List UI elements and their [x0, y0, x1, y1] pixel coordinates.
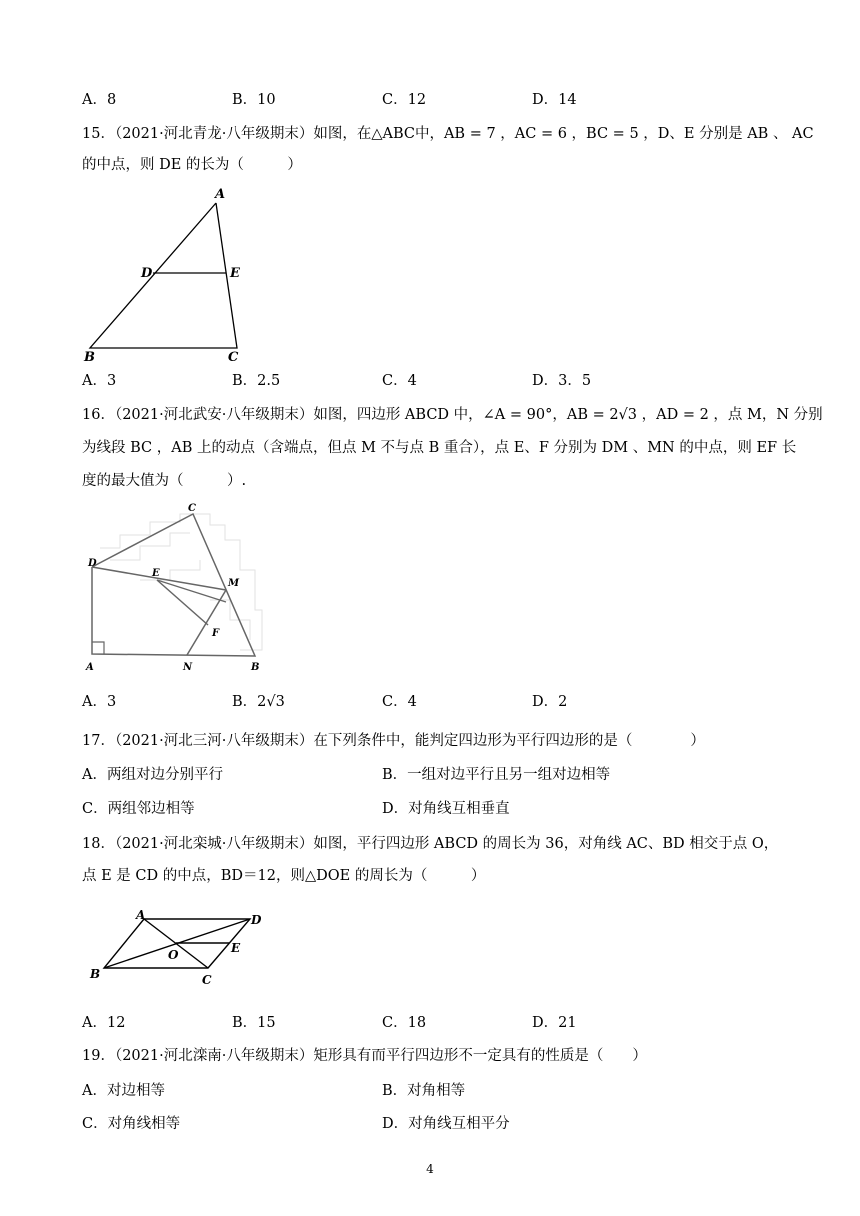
q19-option-c: C．对角线相等 — [82, 1116, 181, 1132]
q19-option-d: D．对角线互相平分 — [382, 1116, 510, 1132]
q18-option-a: A．12 — [82, 1015, 126, 1031]
q14-option-b: B．10 — [232, 92, 276, 108]
q16-label-a: A — [86, 662, 94, 673]
q15-option-a: A．3 — [82, 373, 117, 389]
q15-figure — [80, 185, 260, 369]
q19-option-b: B．对角相等 — [382, 1083, 466, 1099]
q16-stem-line2: 为线段 BC ，AB 上的动点（含端点，但点 M 不与点 B 重合），点 E、F 分别为 DM 、MN 的中点，则 EF 长 — [82, 440, 797, 456]
q15-stem-line2: 的中点，则 DE 的长为（ ） — [82, 157, 302, 173]
q15-label-a: A — [215, 187, 226, 202]
q16-stem-line3: 度的最大值为（ ）. — [82, 473, 247, 489]
q17-option-b: B．一组对边平行且另一组对边相等 — [382, 767, 611, 783]
q16-label-c: C — [188, 503, 196, 514]
q16-label-m: M — [228, 578, 240, 589]
q16-option-c: C．4 — [382, 694, 417, 710]
q19-option-a: A．对边相等 — [82, 1083, 165, 1099]
q15-label-c: C — [228, 350, 239, 365]
q15-option-b: B．2.5 — [232, 373, 281, 389]
q15-label-d: D — [141, 266, 153, 281]
q14-option-c: C．12 — [382, 92, 427, 108]
q18-label-a: A — [136, 908, 146, 922]
q16-stem-line1: 16．（2021·河北武安·八年级期末）如图，四边形 ABCD 中，∠A = 90°，AB = 2√3 ，AD = 2 ，点 M，N 分别 — [82, 407, 823, 423]
q18-label-o: O — [168, 948, 179, 962]
page-number: 4 — [426, 1162, 434, 1176]
q15-option-c: C．4 — [382, 373, 417, 389]
q15-label-b: B — [84, 350, 95, 365]
q18-stem-line2: 点 E 是 CD 的中点，BD＝12，则△DOE 的周长为（ ） — [82, 868, 486, 884]
q18-stem-line1: 18．（2021·河北栾城·八年级期末）如图，平行四边形 ABCD 的周长为 36，对角线 AC、BD 相交于点 O， — [82, 836, 779, 852]
q18-label-d: D — [251, 913, 262, 927]
q16-label-b: B — [251, 662, 260, 673]
q16-option-d: D．2 — [532, 694, 568, 710]
q16-option-a: A．3 — [82, 694, 117, 710]
q15-option-d: D．3．5 — [532, 373, 592, 389]
q17-stem-line1: 17．（2021·河北三河·八年级期末）在下列条件中，能判定四边形为平行四边形的是（ ） — [82, 733, 705, 749]
q16-figure — [80, 500, 280, 682]
q16-label-f: F — [212, 628, 220, 639]
q18-label-e: E — [231, 941, 241, 955]
q15-stem-line1: 15．（2021·河北青龙·八年级期末）如图，在△ABC中，AB = 7 ，AC = 6 ，BC = 5 ，D、E 分别是 AB 、 AC — [82, 126, 814, 142]
q18-option-d: D．21 — [532, 1015, 577, 1031]
q14-option-a: A．8 — [82, 92, 117, 108]
q14-option-d: D．14 — [532, 92, 577, 108]
q18-option-b: B．15 — [232, 1015, 276, 1031]
q16-label-d: D — [88, 558, 97, 569]
q18-label-c: C — [202, 973, 212, 987]
q16-option-b: B．2√3 — [232, 694, 285, 710]
q17-option-a: A．两组对边分别平行 — [82, 767, 223, 783]
q15-label-e: E — [230, 266, 240, 281]
q17-option-d: D．对角线互相垂直 — [382, 801, 510, 817]
q16-label-n: N — [183, 662, 193, 673]
q18-label-b: B — [90, 967, 101, 981]
q18-option-c: C．18 — [382, 1015, 427, 1031]
q18-figure — [84, 905, 274, 999]
q17-option-c: C．两组邻边相等 — [82, 801, 195, 817]
q19-stem-line1: 19．（2021·河北滦南·八年级期末）矩形具有而平行四边形不一定具有的性质是（ ） — [82, 1048, 647, 1064]
q16-label-e: E — [152, 568, 160, 579]
